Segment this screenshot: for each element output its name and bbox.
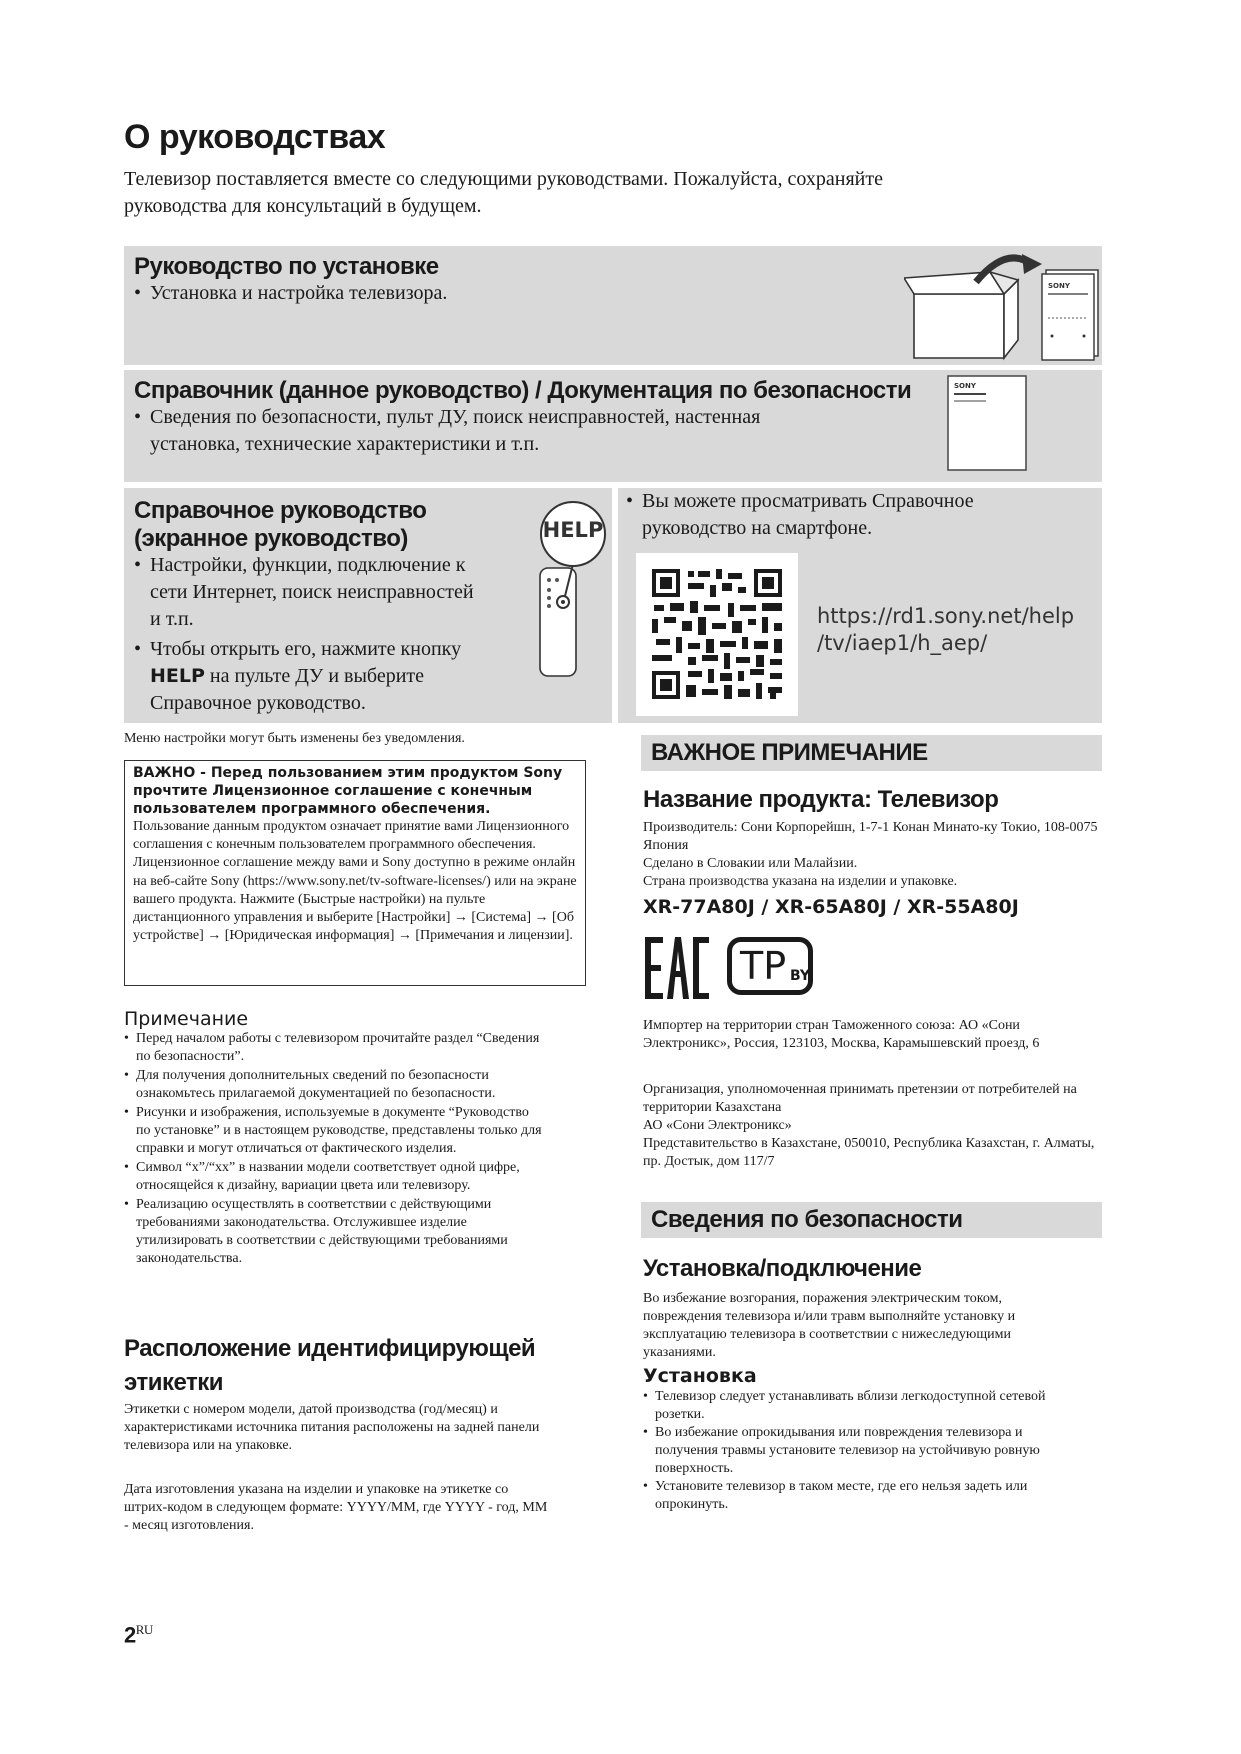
booklet-brand: SONY bbox=[954, 382, 976, 390]
installation-list bbox=[643, 1388, 1073, 1514]
manufacture-date-text: Дата изготовления указана на изделии и упаковке на этикетке со штрих-кодом в следующем формате: YYYY/MM, где YYYY - год, MM - месяц изготовления. bbox=[124, 1482, 548, 1533]
label-location-title: Расположение идентифицирующей этикетки bbox=[124, 1335, 536, 1396]
eac-mark-icon bbox=[645, 937, 709, 999]
intro-text: Телевизор поставляется вместе со следующими руководствами. Пожалуйста, сохраняйте руководства для консультаций в будущем. bbox=[124, 168, 884, 217]
made-in-line: Сделано в Словакии или Малайзии. bbox=[643, 856, 858, 871]
page-title: О руководствах bbox=[124, 118, 386, 156]
reference-guide-panel bbox=[124, 370, 1102, 482]
by-mark-text: BY bbox=[790, 968, 811, 984]
install-connection-text: Во избежание возгорания, поражения электрическим током, повреждения телевизора и/или травм выполняйте установку и эксплуатацию телевизора в соответствии с нижеследующими указаниями. bbox=[643, 1291, 1016, 1360]
help-guide-panel bbox=[124, 488, 612, 723]
help-key-label: HELP bbox=[150, 665, 205, 687]
important-note-bar: ВАЖНОЕ ПРИМЕЧАНИЕ bbox=[641, 735, 1102, 771]
installation-heading: Установка bbox=[643, 1365, 757, 1387]
setup-guide-panel bbox=[124, 246, 1102, 365]
notes-list bbox=[124, 1030, 544, 1269]
product-name-title: Название продукта: Телевизор bbox=[643, 786, 999, 813]
label-location-text: Этикетки с номером модели, датой производства (год/месяц) и характеристиками источника питания расположены на задней панели телевизора или на упаковке. bbox=[124, 1402, 540, 1453]
help-bullet-features: • Настройки, функции, подключение к сети Интернет, поиск неисправностей и т.п. bbox=[134, 552, 474, 633]
page-lang: RU bbox=[135, 1622, 153, 1637]
list-item: • Установите телевизор в таком месте, где его нельзя задеть или опрокинуть. bbox=[643, 1478, 1073, 1514]
page-number: $2^{RU}$ bbox=[124, 1622, 153, 1648]
tp-mark-text: TP bbox=[740, 944, 787, 988]
help-url-line2[interactable]: /tv/iaep1/h_aep/ bbox=[817, 631, 988, 655]
list-item: • Реализацию осуществлять в соответствии с действующими требованиями законодательства. Отслужившее изделие утилизировать в соответствии с действующими требованиями законодательства. bbox=[124, 1196, 544, 1268]
reference-guide-bullet: • Сведения по безопасности, пульт ДУ, поиск неисправностей, настенная установка, технические характеристики и т.п. bbox=[134, 404, 834, 458]
smartphone-note: • Вы можете просматривать Справочное руководство на смартфоне. bbox=[626, 488, 1026, 542]
country-note-line: Страна производства указана на изделии и упаковке. bbox=[643, 874, 958, 889]
help-guide-title-line1: Справочное руководство bbox=[134, 497, 427, 524]
setup-guide-title: Руководство по установке bbox=[134, 253, 439, 280]
setup-booklet-brand: SONY bbox=[1048, 282, 1070, 290]
help-guide-title-line2: (экранное руководство) bbox=[134, 525, 408, 552]
license-notice-box bbox=[124, 760, 586, 986]
tp-by-mark bbox=[727, 937, 813, 995]
license-notice-title: ВАЖНО - Перед пользованием этим продуктом Sony прочтите Лицензионное соглашение с конечным пользователем программного обеспечения. bbox=[133, 765, 563, 817]
list-item: • Перед началом работы с телевизором прочитайте раздел “Сведения по безопасности”. bbox=[124, 1030, 544, 1066]
safety-bar: Сведения по безопасности bbox=[641, 1202, 1102, 1238]
help-guide-bullets bbox=[134, 544, 474, 717]
reference-guide-title: Справочник (данное руководство) / Документация по безопасности bbox=[134, 377, 912, 404]
setup-guide-bullet: • Установка и настройка телевизора. bbox=[134, 280, 447, 307]
help-url[interactable] bbox=[817, 603, 1074, 657]
install-connection-title: Установка/подключение bbox=[643, 1255, 922, 1282]
manufacturer-info bbox=[643, 819, 1103, 891]
menu-change-note: Меню настройки могут быть изменены без уведомления. bbox=[124, 731, 465, 746]
org-address: Представительство в Казахстане, 050010, Республика Казахстан, г. Алматы, пр. Достык, дом 117/7 bbox=[643, 1136, 1095, 1169]
list-item: • Для получения дополнительных сведений по безопасности ознакомьтесь прилагаемой документацией по безопасности. bbox=[124, 1067, 544, 1103]
list-item: • Символ “x”/“xx” в названии модели соответствует одной цифре, относящейся к дизайну, вариации цвета или телевизору. bbox=[124, 1159, 544, 1195]
booklet-illustration bbox=[946, 374, 1030, 474]
help-badge: HELP bbox=[542, 518, 604, 542]
help-bullet-open: • Чтобы открыть его, нажмите кнопку HELP на пульте ДУ и выберите Справочное руководство. bbox=[134, 636, 474, 717]
box-to-booklet-illustration bbox=[904, 254, 1104, 362]
qr-code[interactable] bbox=[636, 553, 798, 716]
help-url-line1[interactable]: https://rd1.sony.net/help bbox=[817, 604, 1075, 628]
qr-code-icon bbox=[636, 553, 798, 716]
org-name: АО «Сони Электроникс» bbox=[643, 1118, 792, 1133]
importer-info: Импортер на территории стран Таможенного союза: АО «Сони Электроникс», Россия, 123103, Москва, Карамышевский проезд, 6 bbox=[643, 1018, 1040, 1051]
kazakhstan-org-info bbox=[643, 1081, 1103, 1171]
list-item: • Телевизор следует устанавливать вблизи легкодоступной сетевой розетки. bbox=[643, 1388, 1073, 1424]
list-item: • Рисунки и изображения, используемые в документе “Руководство по установке” и в настоящем руководстве, представлены только для справки и могут отличаться от фактического изделия. bbox=[124, 1104, 544, 1158]
org-line: Организация, уполномоченная принимать претензии от потребителей на территории Казахстана bbox=[643, 1082, 1077, 1115]
notes-heading: Примечание bbox=[124, 1008, 249, 1030]
manufacturer-line: Производитель: Сони Корпорейшн, 1-7-1 Конан Минато-ку Токио, 108-0075 Япония bbox=[643, 820, 1098, 853]
list-item: • Во избежание опрокидывания или повреждения телевизора и получения травмы установите телевизор на устойчивую ровную поверхность. bbox=[643, 1424, 1073, 1478]
license-notice-text: Пользование данным продуктом означает принятие вами Лицензионного соглашения с конечным пользователем программного обеспечения. Лицензионное соглашение между вами и Sony доступно в режиме онлайн на веб-сайте Sony (https://www.sony.net/tv-software-licenses/) или на экране вашего продукта. Нажмите (Быстрые настройки) на пульте дистанционного управления и выберите [Настройки] → [Система] → [Об устройстве] → [Юридическая информация] → [Примечания и лицензии]. bbox=[133, 819, 577, 944]
model-numbers: XR-77A80J / XR-65A80J / XR-55A80J bbox=[643, 896, 1019, 918]
